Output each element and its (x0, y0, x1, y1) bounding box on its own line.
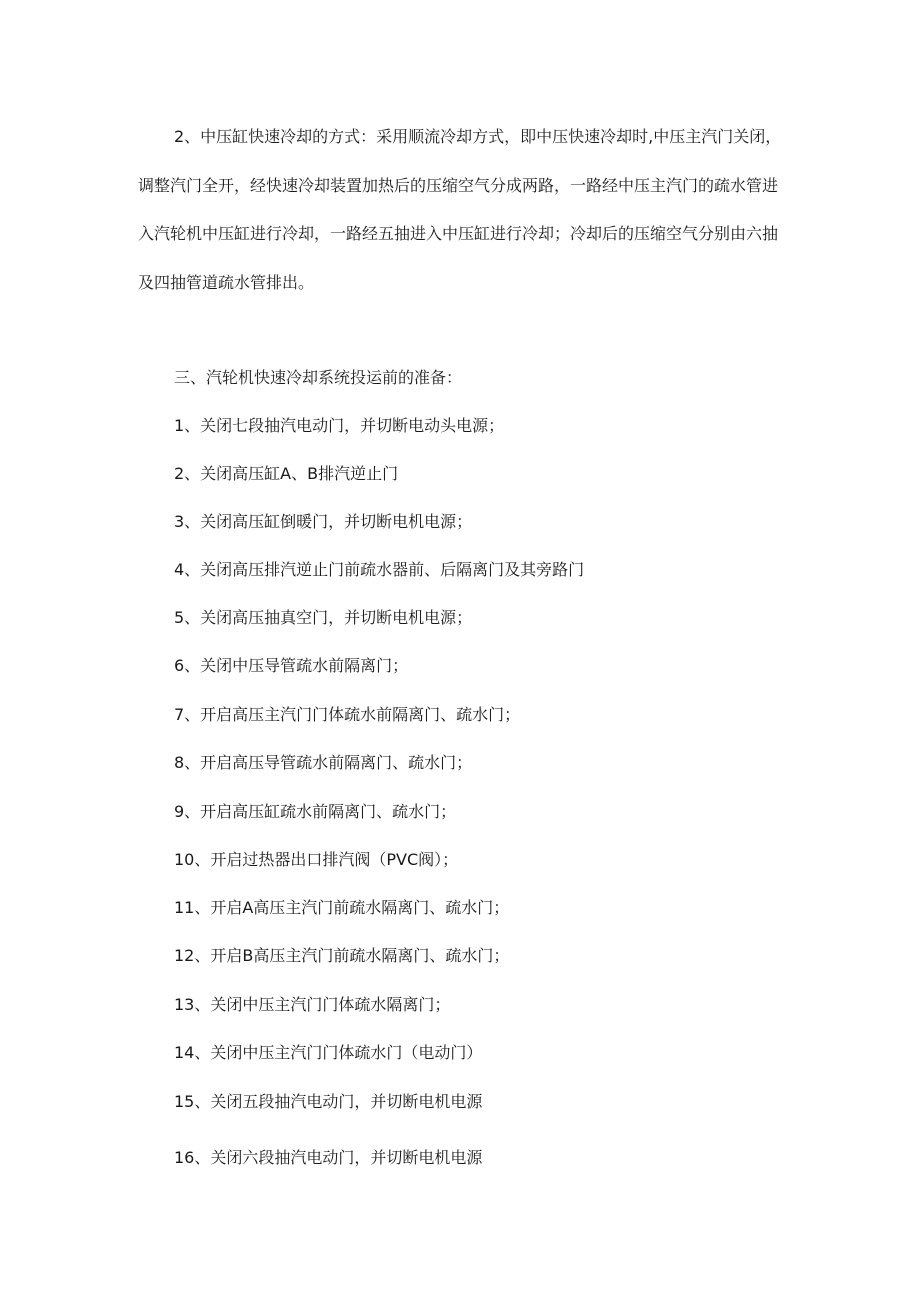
list-item: 14、关闭中压主汽门门体疏水门（电动门） (174, 1043, 483, 1062)
list-item: 16、关闭六段抽汽电动门，并切断电机电源 (174, 1148, 483, 1167)
list-item: 9、开启高压缸疏水前隔离门、疏水门； (174, 802, 457, 821)
list-item: 12、开启B高压主汽门前疏水隔离门、疏水门； (174, 946, 510, 965)
list-item: 7、开启高压主汽门门体疏水前隔离门、疏水门； (174, 705, 521, 724)
list-item: 3、关闭高压缸倒暖门，并切断电机电源； (174, 512, 473, 531)
list-item: 13、关闭中压主汽门门体疏水隔离门； (174, 995, 451, 1014)
list-item: 8、开启高压导管疏水前隔离门、疏水门； (174, 753, 473, 772)
list-item: 10、开启过热器出口排汽阀（PVC阀）； (174, 850, 459, 869)
list-item: 4、关闭高压排汽逆止门前疏水器前、后隔离门及其旁路门 (174, 560, 585, 579)
list-item: 11、开启A高压主汽门前疏水隔离门、疏水门； (174, 898, 510, 917)
list-item: 5、关闭高压抽真空门，并切断电机电源； (174, 608, 473, 627)
list-item: 6、关闭中压导管疏水前隔离门； (174, 656, 409, 675)
section-2-paragraph: 2、中压缸快速冷却的方式：采用顺流冷却方式，即中压快速冷却时,中压主汽门关闭，调整汽门全开，经快速冷却装置加热后的压缩空气分成两路，一路经中压主汽门的疏水管进入汽轮机中压缸进行冷却，一路经五抽进入中压缸进行冷却；冷却后的压缩空气分别由六抽及四抽管道疏水管排出。 (138, 127, 782, 292)
list-item: 15、关闭五段抽汽电动门，并切断电机电源 (174, 1092, 483, 1111)
section-3-heading: 三、汽轮机快速冷却系统投运前的准备： (174, 368, 463, 387)
list-item: 1、关闭七段抽汽电动门，并切断电动头电源； (174, 416, 505, 435)
list-item: 2、关闭高压缸A、B排汽逆止门 (174, 464, 399, 483)
